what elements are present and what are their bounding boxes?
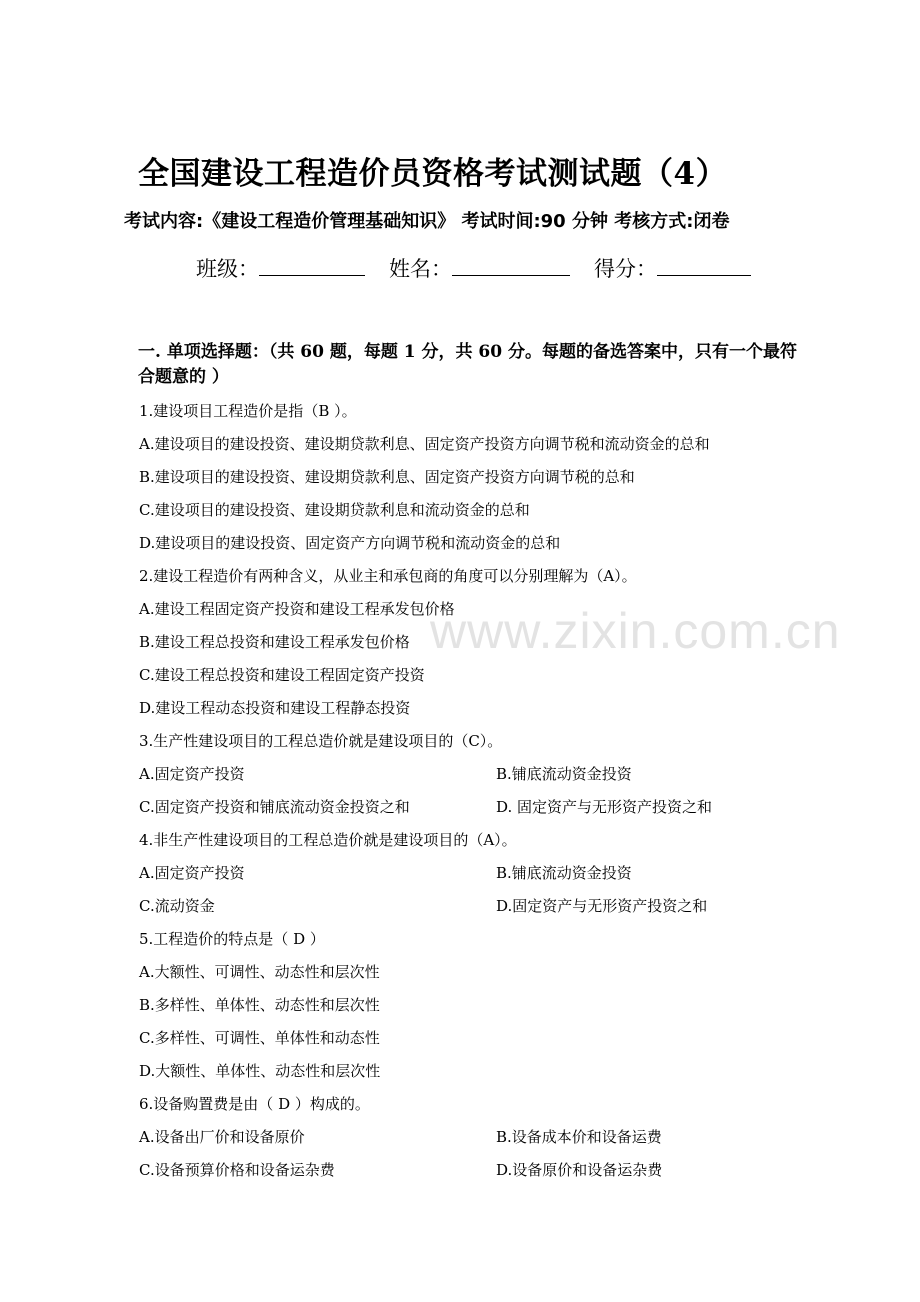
question-stem: 3.生产性建设项目的工程总造价就是建设项目的（C）。 bbox=[139, 732, 503, 750]
option: D.大额性、单体性、动态性和层次性 bbox=[139, 1062, 381, 1080]
option: B.铺底流动资金投资 bbox=[496, 765, 632, 783]
question-stem: 2.建设工程造价有两种含义，从业主和承包商的角度可以分别理解为（A）。 bbox=[139, 567, 637, 585]
option: C.建设工程总投资和建设工程固定资产投资 bbox=[139, 666, 425, 684]
question-stem: 1.建设项目工程造价是指（B ）。 bbox=[139, 402, 357, 420]
score-blank bbox=[657, 253, 751, 276]
option: A.固定资产投资 bbox=[139, 765, 245, 783]
option: C.流动资金 bbox=[139, 897, 215, 915]
option: D.设备原价和设备运杂费 bbox=[496, 1161, 663, 1179]
name-label: 姓名： bbox=[389, 257, 452, 281]
class-blank bbox=[259, 253, 365, 276]
student-info-row bbox=[196, 253, 751, 283]
option: C.固定资产投资和铺底流动资金投资之和 bbox=[139, 798, 410, 816]
option: C.建设项目的建设投资、建设期贷款利息和流动资金的总和 bbox=[139, 501, 530, 519]
exam-subtitle: 考试内容:《建设工程造价管理基础知识》 考试时间:90 分钟 考核方式:闭卷 bbox=[124, 211, 730, 232]
name-blank bbox=[452, 253, 570, 276]
option: A.设备出厂价和设备原价 bbox=[139, 1128, 305, 1146]
watermark: www.zixin.com.cn bbox=[430, 603, 841, 659]
option: B.建设工程总投资和建设工程承发包价格 bbox=[139, 633, 410, 651]
option: B.设备成本价和设备运费 bbox=[496, 1128, 662, 1146]
option: A.建设项目的建设投资、建设期贷款利息、固定资产投资方向调节税和流动资金的总和 bbox=[139, 435, 710, 453]
section-heading: 一. 单项选择题：（共 60 题，每题 1 分，共 60 分。每题的备选答案中，只有一个最符合题意的 ） bbox=[138, 342, 797, 387]
option: C.多样性、可调性、单体性和动态性 bbox=[139, 1029, 380, 1047]
option: B.铺底流动资金投资 bbox=[496, 864, 632, 882]
question-stem: 5.工程造价的特点是（ D ） bbox=[139, 930, 325, 948]
class-label: 班级： bbox=[196, 257, 259, 281]
option: A.建设工程固定资产投资和建设工程承发包价格 bbox=[139, 600, 455, 618]
option: D.建设工程动态投资和建设工程静态投资 bbox=[139, 699, 411, 717]
option: A.固定资产投资 bbox=[139, 864, 245, 882]
option: B.建设项目的建设投资、建设期贷款利息、固定资产投资方向调节税的总和 bbox=[139, 468, 635, 486]
option: D.建设项目的建设投资、固定资产方向调节税和流动资金的总和 bbox=[139, 534, 561, 552]
score-label: 得分： bbox=[594, 257, 657, 281]
option: B.多样性、单体性、动态性和层次性 bbox=[139, 996, 380, 1014]
option: D.固定资产与无形资产投资之和 bbox=[496, 897, 708, 915]
option: C.设备预算价格和设备运杂费 bbox=[139, 1161, 335, 1179]
option: D. 固定资产与无形资产投资之和 bbox=[496, 798, 713, 816]
question-stem: 4.非生产性建设项目的工程总造价就是建设项目的（A）。 bbox=[139, 831, 517, 849]
exam-title: 全国建设工程造价员资格考试测试题（4） bbox=[138, 156, 728, 192]
option: A.大额性、可调性、动态性和层次性 bbox=[139, 963, 380, 981]
question-stem: 6.设备购置费是由（ D ）构成的。 bbox=[139, 1095, 370, 1113]
